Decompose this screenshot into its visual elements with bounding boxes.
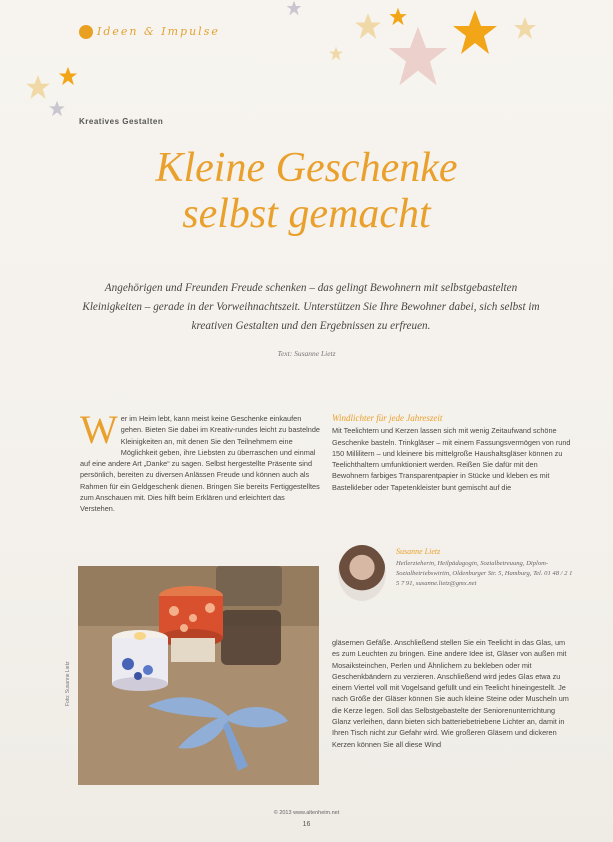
byline: Text: Susanne Lietz (277, 349, 336, 358)
photo-credit: Foto: Susanne Lietz (65, 661, 71, 706)
body-column-right-continued: gläsernen Gefäße. Anschließend stellen Sie ein Teelicht in das Glas, um es zum Leuchten zu bringen. Eine andere Idee ist, Gläser von außen mit Mosaiksteinchen, Perlen und Ähnlichem zu bekleben oder mit Geschenkbändern zu verzieren. Anschließend wird jedes Glas etwa zu einem Viertel voll mit Vogelsand gefüllt und ein Teelicht hineingestellt. Je nach Größe der Gläser können Sie auch kleine Steine oder Muscheln um die Kerze legen. Soll das Selbstgebastelte der Seniorenunterrichtung Glanz verleihen, dann bieten sich batteriebetriebene Lichter an, damit in Ihren Tisch nicht zur Gefahr wird. Wie großeren Gläsern und dickeren Kerzen können Sie all diese Wind (332, 638, 569, 749)
star-icon (57, 66, 79, 86)
star-icon (383, 24, 453, 88)
title-line-1: Kleine Geschenke (155, 145, 458, 191)
star-icon (48, 100, 66, 117)
title-line-2: selbst gemacht (182, 191, 431, 237)
star-icon (328, 46, 344, 61)
rubric-label: Ideen & Impulse (97, 25, 220, 38)
subheading: Windlichter für jede Jahreszeit (332, 413, 443, 423)
body-text-left: er im Heim lebt, kann meist keine Geschenke einkaufen gehen. Bieten Sie dabei im Kreativ-rundes leicht zu bastelnde Kleinigkeiten an, mit denen Sie den Teilnehmern eine Möglichkeit geben, ihre Liebsten zu überraschen und einmal auf eine andere Art „Danke“ zu sagen. Selbst hergestellte Präsente sind persönlich, bereiten zu diversen Anlässen Freude und können auch als Rahmen für ein Geldgeschenk dienen. Bringen Sie bereits Fertiggestelltes zum Anschauen mit. Dies hilft beim Erklären und erleichtert das Verstehen. (80, 414, 320, 514)
author-box (336, 545, 576, 605)
author-info: Heilerzieherin, Heilpädagogin, Sozialbetreuung, Diplom-Sozialbetriebswirtin, Oldenburger Str. 5, Hamburg, Tel. 01 48 / 2 1 5 7 91, susanne.lietz@gmx.net (396, 560, 573, 587)
rubric-bullet (79, 25, 93, 39)
star-icon (285, 0, 303, 16)
author-avatar (338, 545, 386, 601)
body-text-right: Mit Teelichtern und Kerzen lassen sich mit wenig Zeitaufwand schöne Geschenke basteln. Trinkgläser – mit einem Fassungsvermögen von rund 150 Millilitern – und kleinere bis mittelgroße Haushaltsgläser können zu Teelichthaltern umfunktioniert werden. Reißen Sie dafür mit den Bewohnern farbiges Transparentpapier in Stücke und kleben es mit Bastelkleber oder Tapetenkleister bunt gemischt auf die (332, 426, 571, 492)
dropcap: W (80, 407, 118, 452)
article-title (0, 145, 613, 237)
lead-paragraph: Angehörigen und Freunden Freude schenken – das gelingt Bewohnern mit selbstgebastelten Kleinigkeiten – gerade in der Vorweihnachtszeit. Unterstützen Sie Ihre Bewohner dabei, sich selbst im kreativen Gestalten und den Ergebnissen zu erfreuen. (82, 282, 540, 332)
footer-url: © 2013 www.altenheim.net (273, 810, 340, 816)
body-column-left (80, 407, 320, 515)
body-column-right (332, 413, 574, 493)
photo-candles-illustration (78, 566, 319, 785)
star-icon (353, 12, 383, 40)
article-photo (78, 566, 319, 785)
author-name: Susanne Lietz (396, 547, 441, 556)
star-icon (449, 8, 501, 56)
star-icon (24, 74, 52, 100)
section-label: Kreatives Gestalten (79, 117, 164, 126)
star-icon (512, 16, 538, 40)
page-number: 16 (302, 821, 311, 828)
